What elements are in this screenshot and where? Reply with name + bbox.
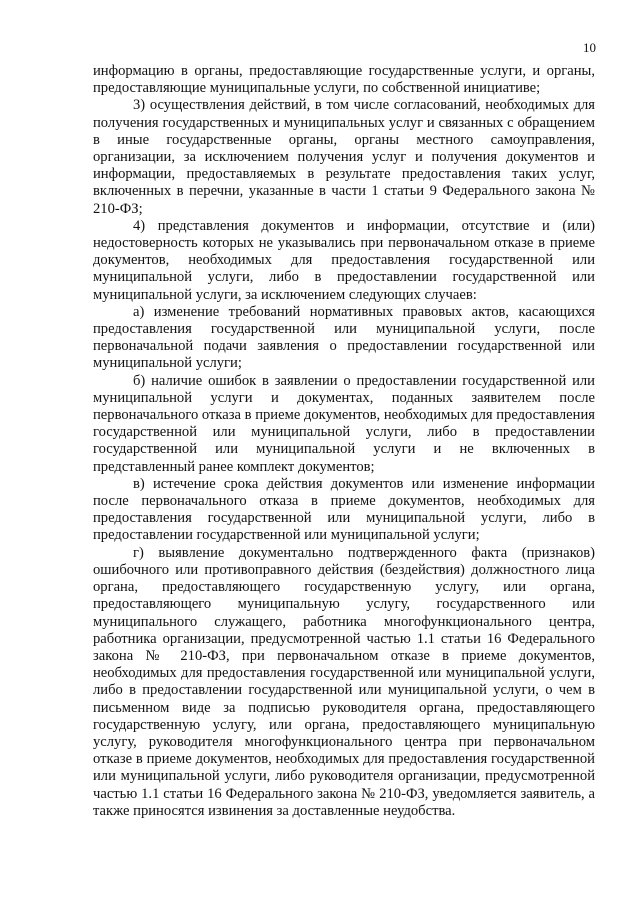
- paragraph-item-3: 3) осуществления действий, в том числе согласований, необходимых для получения государственных и муниципальных услуг и связанных с обращением в иные государственные органы, органы местного самоуправления, организации, за исключением получения услуг и получения документов и информации, предоставляемых в результате предоставления таких услуг, включенных в перечни, указанные в части 1 статьи 9 Федерального закона № 210-ФЗ;: [93, 97, 595, 217]
- paragraph-continuation: информацию в органы, предоставляющие государственные услуги, и органы, предоставляющие муниципальные услуги, по собственной инициативе;: [93, 63, 595, 97]
- paragraph-item-4: 4) представления документов и информации, отсутствие и (или) недостоверность которых не указывались при первоначальном отказе в приеме документов, необходимых для предоставления государственной или муниципальной услуги, либо в предоставлении государственной или муниципальной услуги, за исключением следующих случаев:: [93, 217, 595, 303]
- document-body: [93, 63, 595, 820]
- paragraph-subitem-v: в) истечение срока действия документов или изменение информации после первоначального отказа в приеме документов, необходимых для предоставления государственной или муниципальной услуги, либо в предоставлении государственной или муниципальной услуги;: [93, 475, 595, 544]
- paragraph-subitem-g: г) выявление документально подтвержденного факта (признаков) ошибочного или противоправного действия (бездействия) должностного лица органа, предоставляющего государственную услугу, или органа, предоставляющего муниципальную услугу, государственного или муниципального служащего, работника многофункционального центра, работника организации, предусмотренной частью 1.1 статьи 16 Федерального закона № 210-ФЗ, при первоначальном отказе в приеме документов, необходимых для предоставления государственной или муниципальной услуги, либо в предоставлении государственной или муниципальной услуги, о чем в письменном виде за подписью руководителя органа, предоставляющего государственную услугу, или органа, предоставляющего муниципальную услугу, руководителя многофункционального центра при первоначальном отказе в приеме документов, необходимых для предоставления государственной или муниципальной услуги, либо руководителя организации, предусмотренной частью 1.1 статьи 16 Федерального закона № 210-ФЗ, уведомляется заявитель, а также приносятся извинения за доставленные неудобства.: [93, 544, 595, 819]
- paragraph-subitem-b: б) наличие ошибок в заявлении о предоставлении государственной или муниципальной услуги и документах, поданных заявителем после первоначального отказа в приеме документов, необходимых для предоставления государственной или муниципальной услуги, либо в предоставлении государственной или муниципальной услуги и не включенных в представленный ранее комплект документов;: [93, 372, 595, 475]
- paragraph-subitem-a: а) изменение требований нормативных правовых актов, касающихся предоставления государственной или муниципальной услуги, после первоначальной подачи заявления о предоставлении государственной или муниципальной услуги;: [93, 303, 595, 372]
- page-number: 10: [583, 40, 596, 55]
